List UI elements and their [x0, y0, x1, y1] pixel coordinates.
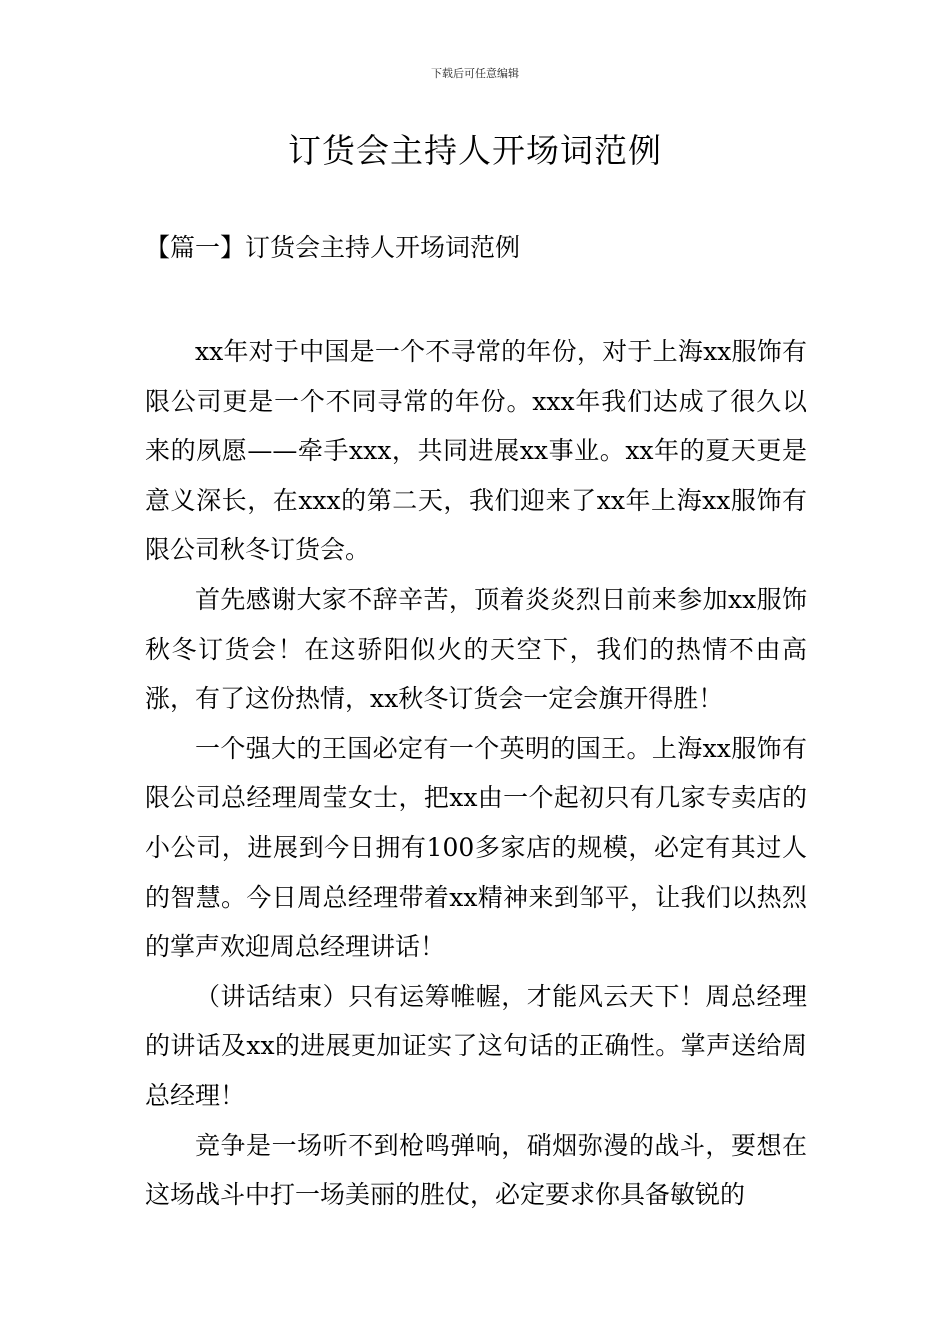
paragraph: xx年对于中国是一个不寻常的年份，对于上海xx服饰有限公司更是一个不同寻常的年份。xxx年我们达成了很久以来的夙愿——牵手xxx，共同进展xx事业。xx年的夏天更是意义深长，在xxx的第二天，我们迎来了xx年上海xx服饰有限公司秋冬订货会。 — [145, 337, 807, 565]
document-body — [145, 327, 807, 1220]
section-heading: 【篇一】订货会主持人开场词范例 — [145, 233, 521, 262]
paragraph: 一个强大的王国必定有一个英明的国王。上海xx服饰有限公司总经理周莹女士，把xx由一个起初只有几家专卖店的小公司，进展到今日拥有100多家店的规模，必定有其过人的智慧。今日周总经理带着xx精神来到邹平，让我们以热烈的掌声欢迎周总经理讲话！ — [145, 733, 807, 962]
paragraph: 首先感谢大家不辞辛苦，顶着炎炎烈日前来参加xx服饰秋冬订货会！在这骄阳似火的天空下，我们的热情不由高涨，有了这份热情，xx秋冬订货会一定会旗开得胜！ — [145, 584, 807, 714]
paragraph: （讲话结束）只有运筹帷幄，才能风云天下！周总经理的讲话及xx的进展更加证实了这句话的正确性。掌声送给周总经理！ — [145, 981, 807, 1110]
document-title: 订货会主持人开场词范例 — [288, 131, 662, 170]
header-note: 下载后可任意编辑 — [431, 67, 519, 80]
paragraph: 竞争是一场听不到枪鸣弹响，硝烟弥漫的战斗，要想在这场战斗中打一场美丽的胜仗，必定要求你具备敏锐的 — [145, 1130, 807, 1210]
